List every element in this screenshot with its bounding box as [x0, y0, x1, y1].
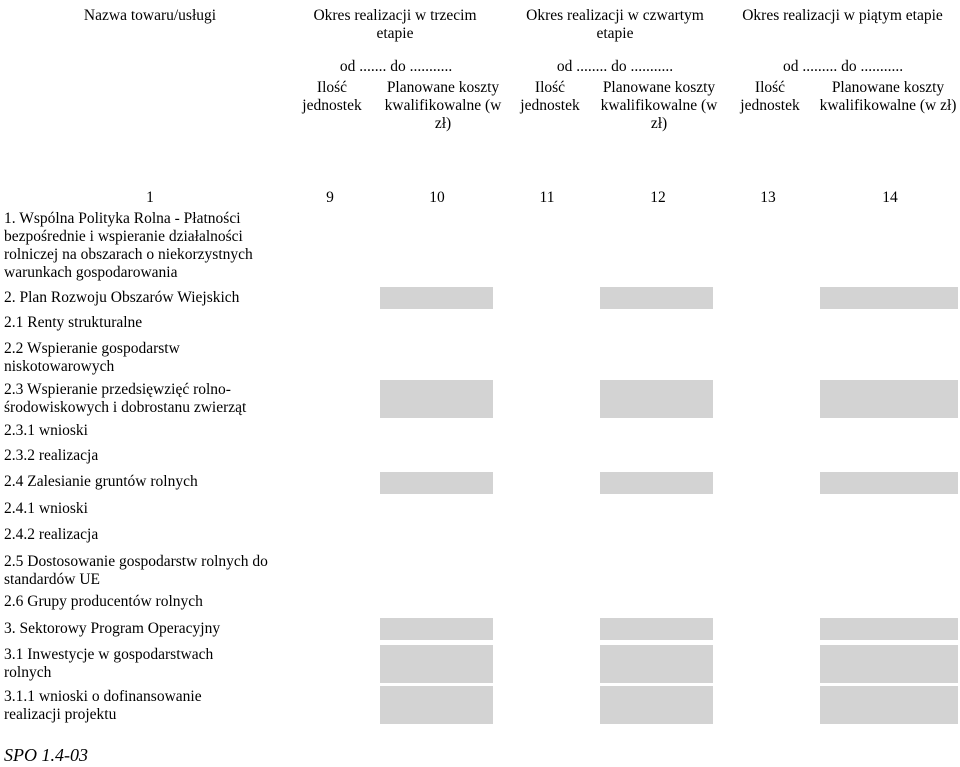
row-label: 2.2 Wspieranie gospodarstw niskotowarowych: [4, 340, 180, 375]
period-4-title: Okres realizacji w czwartym etapie: [526, 7, 704, 42]
shaded-cell: [600, 287, 713, 309]
period-3-qty-header: Ilość jednostek: [302, 79, 362, 114]
shaded-cell: [820, 618, 958, 640]
row-label: 3. Sektorowy Program Operacyjny: [4, 620, 221, 637]
period-4-range: od ........ do ...........: [556, 58, 674, 75]
col-number-12: 12: [650, 189, 666, 206]
shaded-cell: [380, 380, 493, 418]
row-label: 2.3 Wspieranie przedsięwzięć rolno-środowiskowych i dobrostanu zwierząt: [4, 381, 247, 416]
shaded-cell: [600, 618, 713, 640]
shaded-cell: [600, 380, 713, 418]
shaded-cell: [600, 645, 713, 683]
shaded-cell: [820, 645, 958, 683]
period-5-cost-header: Planowane koszty kwalifikowalne (w zł): [819, 79, 957, 114]
row-label: 2.4 Zalesianie gruntów rolnych: [4, 473, 198, 490]
shaded-cell: [380, 287, 493, 309]
row-label: 2.4.2 realizacja: [4, 526, 99, 543]
col-number-13: 13: [760, 189, 776, 206]
row-label: 2. Plan Rozwoju Obszarów Wiejskich: [4, 289, 240, 306]
shaded-cell: [600, 472, 713, 494]
period-5-range: od ......... do ...........: [782, 58, 904, 75]
shaded-cell: [820, 287, 958, 309]
col-number-9: 9: [326, 189, 334, 206]
row-label: 3.1 Inwestycje w gospodarstwach rolnych: [4, 646, 214, 681]
period-5-title: Okres realizacji w piątym etapie: [742, 7, 943, 24]
col-number-14: 14: [882, 189, 898, 206]
col-number-1: 1: [146, 189, 154, 206]
shaded-cell: [600, 686, 713, 724]
period-3-cost-header: Planowane koszty kwalifikowalne (w zł): [384, 79, 502, 132]
row-label: 1. Wspólna Polityka Rolna - Płatności bezpośrednie i wspieranie działalności rolniczej na obszarach o niekorzystnych warunkach gospodarowania: [4, 210, 253, 281]
period-4-qty-header: Ilość jednostek: [520, 79, 580, 114]
row-label: 3.1.1 wnioski o dofinansowanie realizacji projektu: [4, 688, 202, 723]
shaded-cell: [380, 645, 493, 683]
shaded-cell: [820, 380, 958, 418]
col-number-11: 11: [539, 189, 555, 206]
period-3-range: od ....... do ...........: [339, 58, 453, 75]
row-label: 2.4.1 wnioski: [4, 500, 88, 517]
name-column-header: Nazwa towaru/usługi: [83, 7, 217, 24]
period-3-title: Okres realizacji w trzecim etapie: [313, 7, 477, 42]
row-label: 2.5 Dostosowanie gospodarstw rolnych do standardów UE: [4, 553, 268, 588]
form-code: SPO 1.4-03: [4, 745, 88, 765]
row-label: 2.1 Renty strukturalne: [4, 314, 143, 331]
row-label: 2.3.2 realizacja: [4, 447, 99, 464]
shaded-cell: [380, 618, 493, 640]
period-5-qty-header: Ilość jednostek: [740, 79, 800, 114]
col-number-10: 10: [429, 189, 445, 206]
row-label: 2.3.1 wnioski: [4, 422, 88, 439]
shaded-cell: [820, 686, 958, 724]
row-label: 2.6 Grupy producentów rolnych: [4, 593, 203, 610]
shaded-cell: [820, 472, 958, 494]
period-4-cost-header: Planowane koszty kwalifikowalne (w zł): [600, 79, 718, 132]
shaded-cell: [380, 686, 493, 724]
shaded-cell: [380, 472, 493, 494]
